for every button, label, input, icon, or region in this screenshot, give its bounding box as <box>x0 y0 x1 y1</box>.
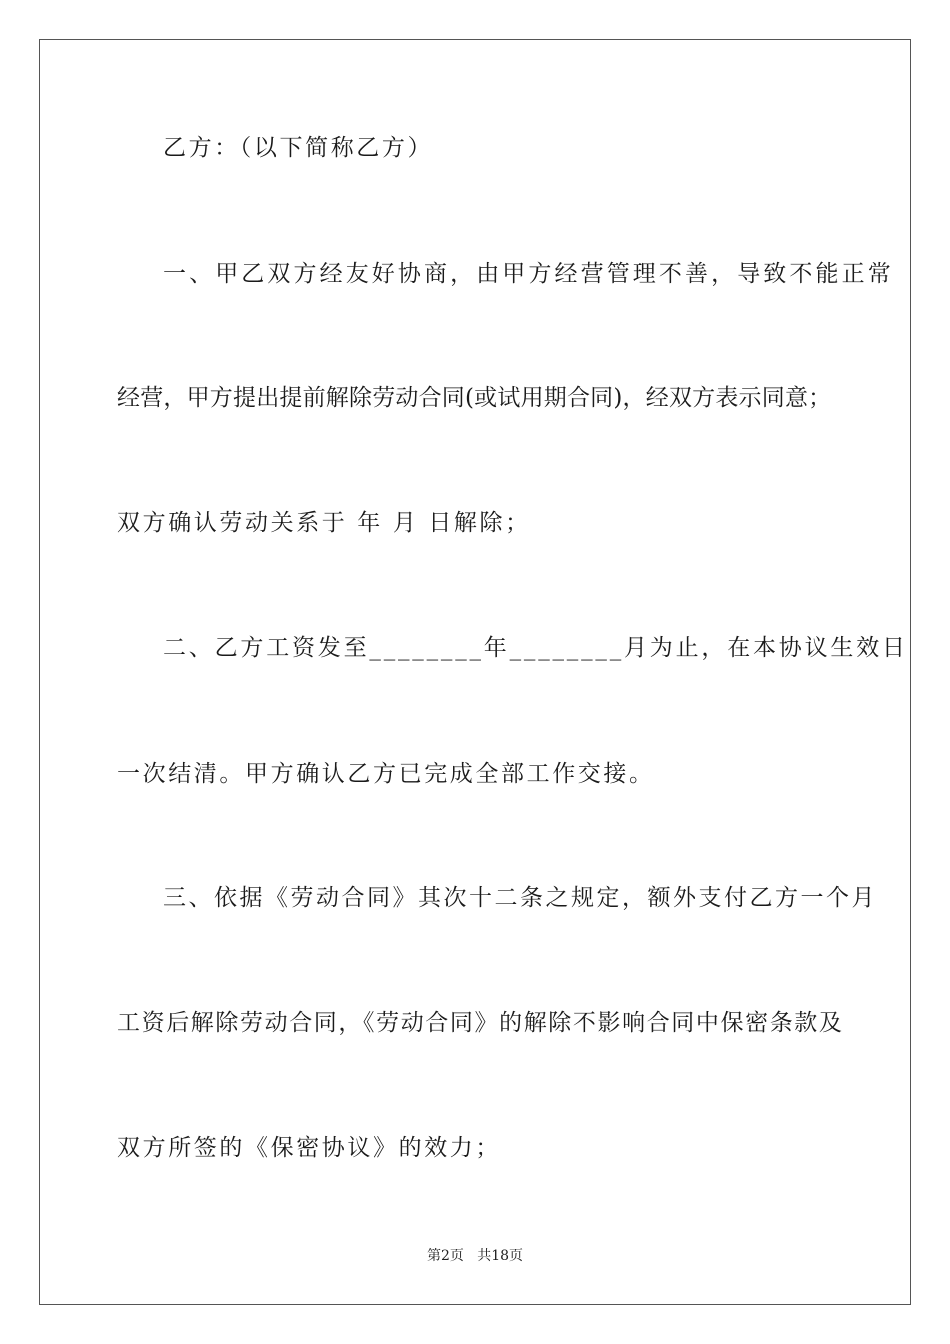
page-number-footer: 第2页 共18页 <box>426 1248 524 1264</box>
clause-1-line-2: 经营，甲方提出提前解除劳动合同(或试用期合同)，经双方表示同意； <box>117 385 832 411</box>
party-b-line: 乙方：（以下简称乙方） <box>163 135 434 161</box>
clause-3-line-1: 三、依据《劳动合同》其次十二条之规定，额外支付乙方一个月 <box>163 885 877 911</box>
clause-2-line-1: 二、乙方工资发至________年________月为止，在本协议生效日 <box>163 635 908 661</box>
clause-1-line-1: 一、甲乙双方经友好协商，由甲方经营管理不善，导致不能正常 <box>163 261 894 287</box>
clause-3-line-3: 双方所签的《保密协议》的效力； <box>117 1135 501 1161</box>
clause-3-line-2: 工资后解除劳动合同，《劳动合同》的解除不影响合同中保密条款及 <box>117 1010 844 1036</box>
clause-2-line-2: 一次结清。甲方确认乙方已完成全部工作交接。 <box>117 761 655 787</box>
clause-1-line-3: 双方确认劳动关系于 年 月 日解除； <box>117 510 531 536</box>
page-border <box>39 39 911 1305</box>
